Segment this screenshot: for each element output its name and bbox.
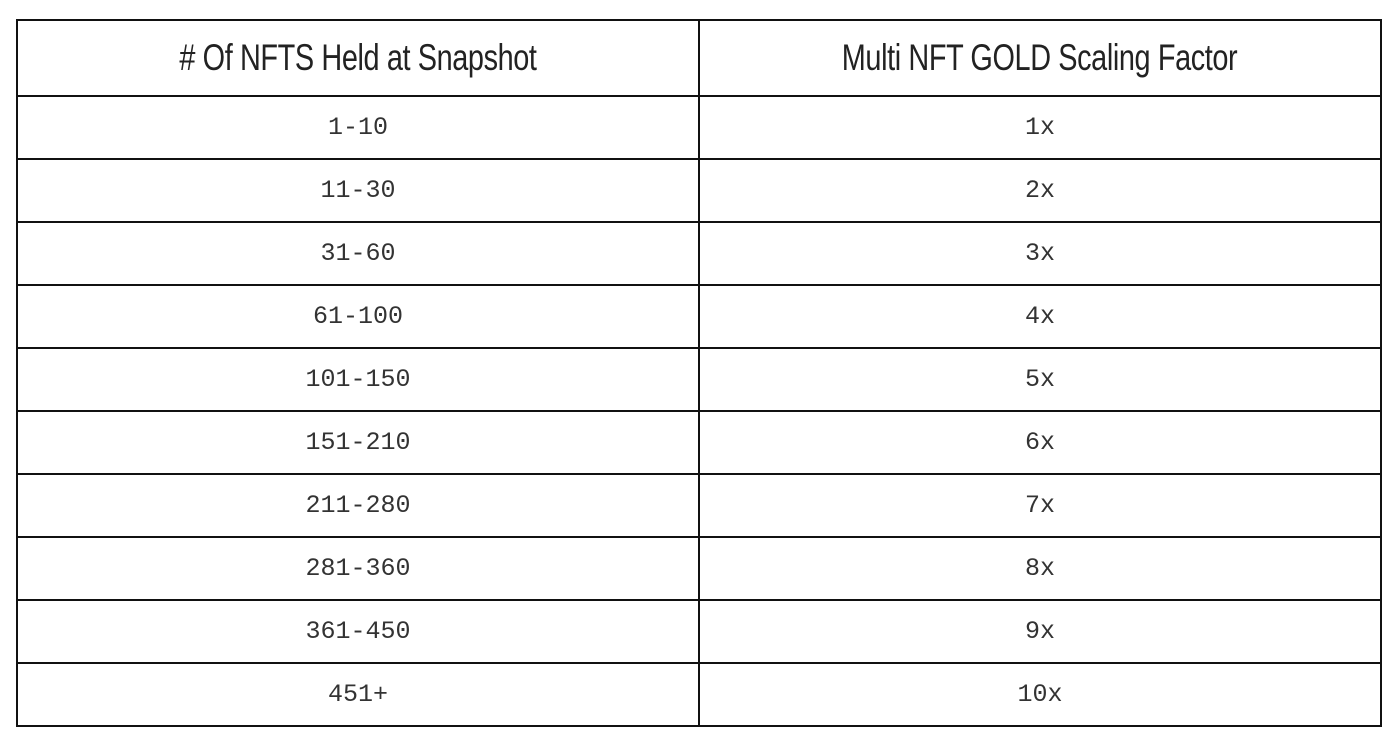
cell-scaling-factor: 4x bbox=[699, 285, 1381, 348]
cell-nft-range: 11-30 bbox=[17, 159, 699, 222]
table-row bbox=[17, 600, 1381, 663]
table-row bbox=[17, 285, 1381, 348]
cell-scaling-factor: 1x bbox=[699, 96, 1381, 159]
scaling-factor-table-container bbox=[16, 19, 1380, 727]
header-nfts-held-label: # Of NFTS Held at Snapshot bbox=[179, 37, 537, 78]
cell-scaling-factor: 3x bbox=[699, 222, 1381, 285]
cell-nft-range: 31-60 bbox=[17, 222, 699, 285]
cell-scaling-factor: 8x bbox=[699, 537, 1381, 600]
header-scaling-factor bbox=[699, 20, 1381, 96]
table-row bbox=[17, 96, 1381, 159]
cell-scaling-factor: 6x bbox=[699, 411, 1381, 474]
table-row bbox=[17, 537, 1381, 600]
table-row bbox=[17, 411, 1381, 474]
header-scaling-factor-label: Multi NFT GOLD Scaling Factor bbox=[842, 37, 1238, 78]
table-header-row bbox=[17, 20, 1381, 96]
table-row bbox=[17, 159, 1381, 222]
cell-nft-range: 1-10 bbox=[17, 96, 699, 159]
table-row bbox=[17, 663, 1381, 726]
cell-scaling-factor: 7x bbox=[699, 474, 1381, 537]
cell-nft-range: 211-280 bbox=[17, 474, 699, 537]
cell-nft-range: 101-150 bbox=[17, 348, 699, 411]
table-row bbox=[17, 348, 1381, 411]
table-row bbox=[17, 474, 1381, 537]
cell-nft-range: 361-450 bbox=[17, 600, 699, 663]
cell-nft-range: 281-360 bbox=[17, 537, 699, 600]
header-nfts-held bbox=[17, 20, 699, 96]
cell-nft-range: 151-210 bbox=[17, 411, 699, 474]
scaling-factor-table bbox=[16, 19, 1382, 727]
cell-scaling-factor: 5x bbox=[699, 348, 1381, 411]
table-row bbox=[17, 222, 1381, 285]
cell-scaling-factor: 2x bbox=[699, 159, 1381, 222]
cell-scaling-factor: 10x bbox=[699, 663, 1381, 726]
cell-scaling-factor: 9x bbox=[699, 600, 1381, 663]
cell-nft-range: 451+ bbox=[17, 663, 699, 726]
cell-nft-range: 61-100 bbox=[17, 285, 699, 348]
